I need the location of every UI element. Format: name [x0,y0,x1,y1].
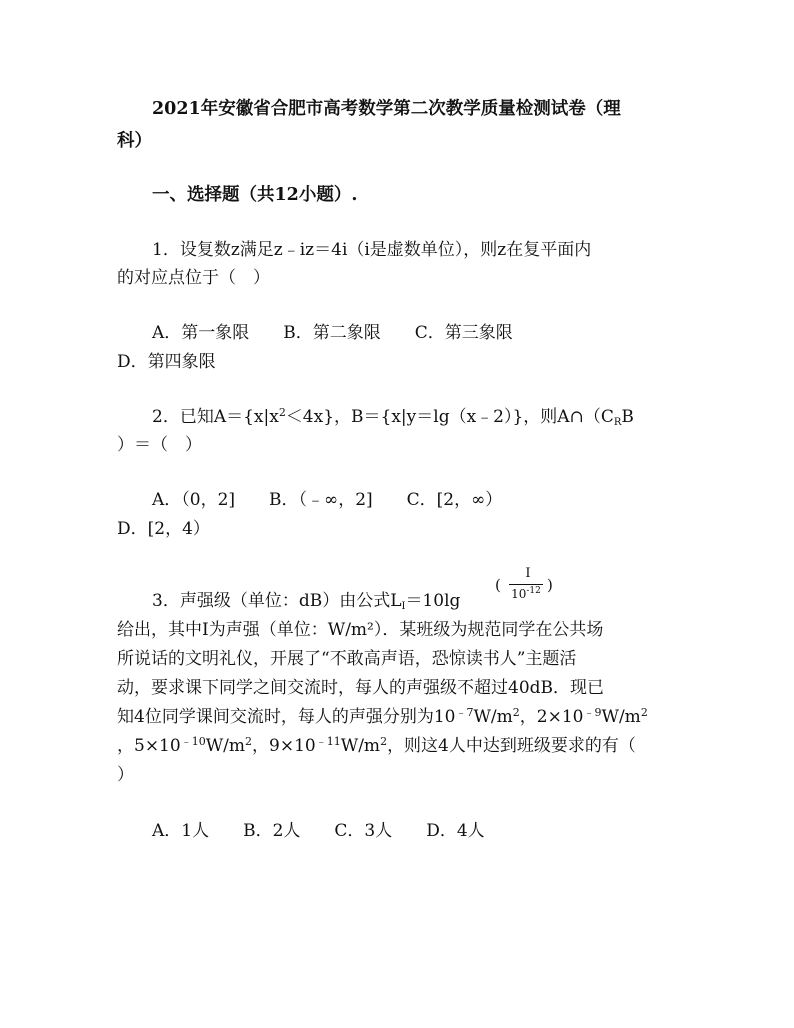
q3-l6-c: ，9×10 [252,736,316,756]
question-3-line-6 [117,735,636,757]
q3-l5-d: W/m [601,707,641,727]
q3-l6-d: W/m [340,736,381,756]
question-1-stem-cont: 的对应点位于（ ） [117,268,270,288]
frac-den-exp: -12 [526,586,541,596]
page-title-cont: 科） [117,131,152,151]
q3-l5-b: W/m [473,707,513,727]
formula-fraction [495,566,555,602]
q3-l5-c: ，2×10 [519,707,584,727]
q3-l6-exp2: ﹣11 [315,735,341,748]
q3-l6-exp1: ﹣10 [180,735,206,748]
q2-complement-sub: R [613,417,622,428]
q3-sub: I [401,601,406,612]
q3-l6-sq2: 2 [380,735,388,748]
q2-text-c: B [621,407,634,427]
q3-l6-a: ，5×10 [117,736,181,756]
question-3-stem [152,590,460,612]
q3-text-b: ＝10lg [405,591,461,611]
q2-exp: 2 [278,406,286,419]
q3-l5-exp1: ﹣7 [455,706,474,719]
frac-close-paren: ) [547,576,553,594]
question-3-line-7: ） [117,765,134,785]
q2-text-a: 2．已知A＝{x|x [152,407,279,427]
q3-l5-sq1: 2 [512,706,520,719]
question-2-stem [152,406,634,428]
question-3-line-2: 给出，其中I为声强（单位：W/m²）．某班级为规范同学在公共场 [117,620,604,640]
q2-text-b: ＜4x}，B＝{x|y＝lg（x﹣2）}，则A∩（ [285,407,601,427]
frac-den-base: 10 [511,587,527,601]
q2-complement: C [600,407,614,427]
question-3-line-4: 动，要求课下同学之间交流时，每人的声强级不超过40dB．现已 [117,678,605,698]
q3-text-a: 3．声强级（单位：dB）由公式L [152,591,402,611]
q3-l6-sq1: 2 [245,735,253,748]
q3-l6-e: ，则这4人中达到班级要求的有（ [387,736,636,756]
section-heading: 一、选择题（共12小题）. [152,185,358,205]
q3-l5-a: 知4位同学课间交流时，每人的声强分别为10 [117,707,456,727]
question-3-line-3: 所说话的文明礼仪，开展了“不敢高声语，恐惊读书人”主题活 [117,649,577,669]
frac-open-paren: ( [495,576,501,594]
question-3-line-5 [117,706,648,728]
frac-numerator: I [525,566,531,581]
question-1-options: A．第一象限 B．第二象限 C．第三象限 [152,323,513,343]
q3-l6-b: W/m [205,736,246,756]
question-1-option-d: D．第四象限 [117,352,216,372]
question-2-options: A．（0，2] B．（﹣∞，2] C．[2，∞） [152,490,503,510]
question-3-options: A．1人 B．2人 C．3人 D．4人 [152,821,485,841]
frac-denominator [505,586,547,601]
q3-l5-sq2: 2 [640,706,648,719]
question-2-stem-cont: ）＝（ ） [117,435,202,455]
question-1-stem: 1．设复数z满足z﹣iz＝4i（i是虚数单位），则z在复平面内 [152,240,592,260]
question-2-option-d: D．[2，4） [117,519,210,539]
page-title: 2021年安徽省合肥市高考数学第二次教学质量检测试卷（理 [152,99,621,119]
frac-bar [509,584,543,585]
q3-l5-exp2: ﹣9 [583,706,602,719]
